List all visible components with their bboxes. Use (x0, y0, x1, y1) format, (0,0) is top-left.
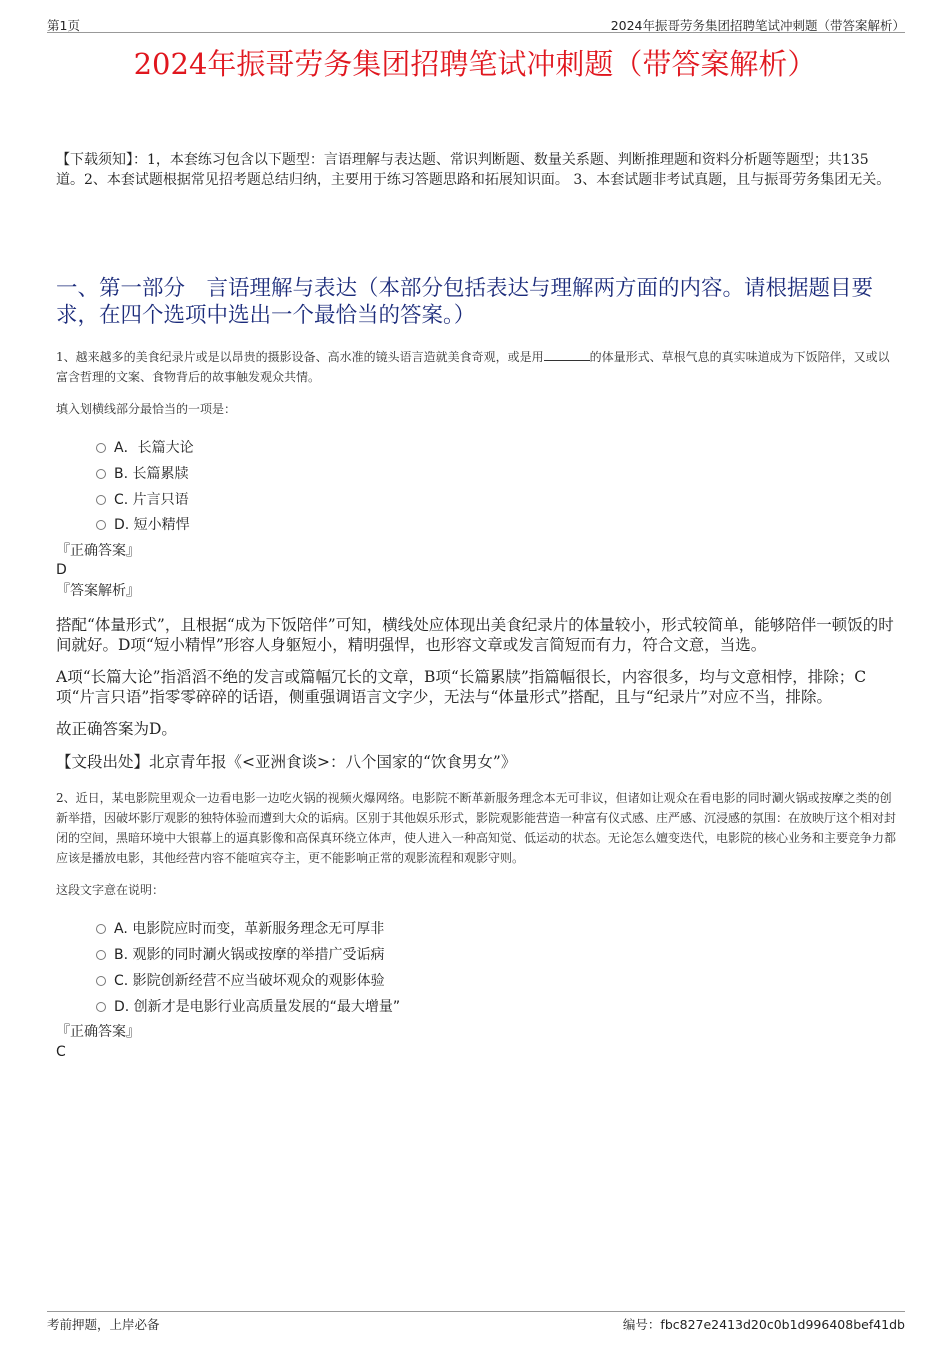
radio-icon[interactable] (96, 1002, 106, 1012)
question-2-prompt: 这段文字意在说明： (56, 883, 165, 897)
q1-analysis-1: 搭配“体量形式”，且根据“成为下饭陪伴”可知，横线处应体现出美食纪录片的体量较小，形式较简单，能够陪伴一顿饭的时间就好。D项“短小精悍”形容人身躯短小，精明强悍，也形容文章或发言简短而有力，符合文意，当选。 (56, 616, 894, 654)
q1-answer-label: 『正确答案』 (56, 543, 140, 559)
q1-option-a[interactable]: A．长篇大论 (96, 437, 194, 457)
footer-slogan: 考前押题，上岸必备 (47, 1317, 160, 1332)
document-title: 2024年振哥劳务集团招聘笔试冲刺题（带答案解析） (133, 47, 817, 81)
page-footer (47, 1311, 905, 1333)
q1-analysis-label: 『答案解析』 (56, 583, 140, 599)
q1-option-c[interactable]: C. 片言只语 (96, 489, 189, 509)
radio-icon[interactable] (96, 469, 106, 479)
q2-option-b[interactable]: B. 观影的同时涮火锅或按摩的举措广受诟病 (96, 944, 385, 964)
q1-answer: D (56, 562, 67, 578)
header-doc-title: 2024年振哥劳务集团招聘笔试冲刺题（带答案解析） (610, 18, 905, 33)
radio-icon[interactable] (96, 443, 106, 453)
q1-analysis-2: A项“长篇大论”指滔滔不绝的发言或篇幅冗长的文章，B项“长篇累牍”指篇幅很长，内容很多，均与文意相悖，排除；C项“片言只语”指零零碎碎的话语，侧重强调语言文字少，无法与“体量形式”搭配，且与“纪录片”对应不当，排除。 (56, 668, 867, 706)
radio-icon[interactable] (96, 976, 106, 986)
q1-analysis-3: 故正确答案为D。 (56, 720, 177, 738)
download-notice: 【下载须知】：1，本套练习包含以下题型：言语理解与表达题、常识判断题、数量关系题、判断推理题和资料分析题等题型；共135道。2、本套试题根据常见招考题总结归纳，主要用于练习答题思路和拓展知识面。 3、本套试题非考试真题，且与振哥劳务集团无关。 (56, 152, 891, 188)
question-1-text: 1、越来越多的美食纪录片或是以昂贵的摄影设备、高水准的镜头语言造就美食奇观，或是用 的体量形式、草根气息的真实味道成为下饭陪伴，又或以富含哲理的文案、食物背后的故事触发观众共情。 (56, 350, 890, 384)
radio-icon[interactable] (96, 950, 106, 960)
q2-option-c[interactable]: C. 影院创新经营不应当破坏观众的观影体验 (96, 970, 385, 990)
q2-option-a[interactable]: A. 电影院应时而变，革新服务理念无可厚非 (96, 918, 384, 938)
q1-source: 【文段出处】北京青年报《<亚洲食谈>：八个国家的“饮食男女”》 (56, 753, 517, 771)
question-2-text: 2、近日，某电影院里观众一边看电影一边吃火锅的视频火爆网络。电影院不断革新服务理念本无可非议，但诸如让观众在看电影的同时涮火锅或按摩之类的创新举措，因破坏影厅观影的独特体验而遭到大众的诟病。区别于其他娱乐形式，影院观影能营造一种富有仪式感、庄严感、沉浸感的氛围：在放映厅这个相对封闭的空间，黑暗环境中大银幕上的逼真影像和高保真环绕立体声，使人进入一种高知觉、低运动的状态。无论怎么嬗变迭代，电影院的核心业务和主要竞争力都应该是播放电影，其他经营内容不能喧宾夺主，更不能影响正常的观影流程和观影守则。 (56, 791, 897, 865)
question-1-prompt: 填入划横线部分最恰当的一项是： (56, 402, 237, 416)
document-code: 编号：fbc827e2413d20c0b1d996408bef41db (622, 1317, 905, 1332)
section-heading: 一、第一部分 言语理解与表达（本部分包括表达与理解两方面的内容。请根据题目要求，在四个选项中选出一个最恰当的答案。） (56, 276, 874, 328)
radio-icon[interactable] (96, 520, 106, 530)
q2-answer: C (56, 1044, 66, 1060)
q1-option-d[interactable]: D. 短小精悍 (96, 514, 190, 534)
page-header (47, 14, 905, 33)
radio-icon[interactable] (96, 495, 106, 505)
q2-answer-label: 『正确答案』 (56, 1024, 140, 1040)
radio-icon[interactable] (96, 924, 106, 934)
q1-option-b[interactable]: B. 长篇累牍 (96, 463, 189, 483)
page-number: 第1页 (47, 18, 80, 33)
q2-option-d[interactable]: D. 创新才是电影行业高质量发展的“最大增量” (96, 996, 400, 1016)
